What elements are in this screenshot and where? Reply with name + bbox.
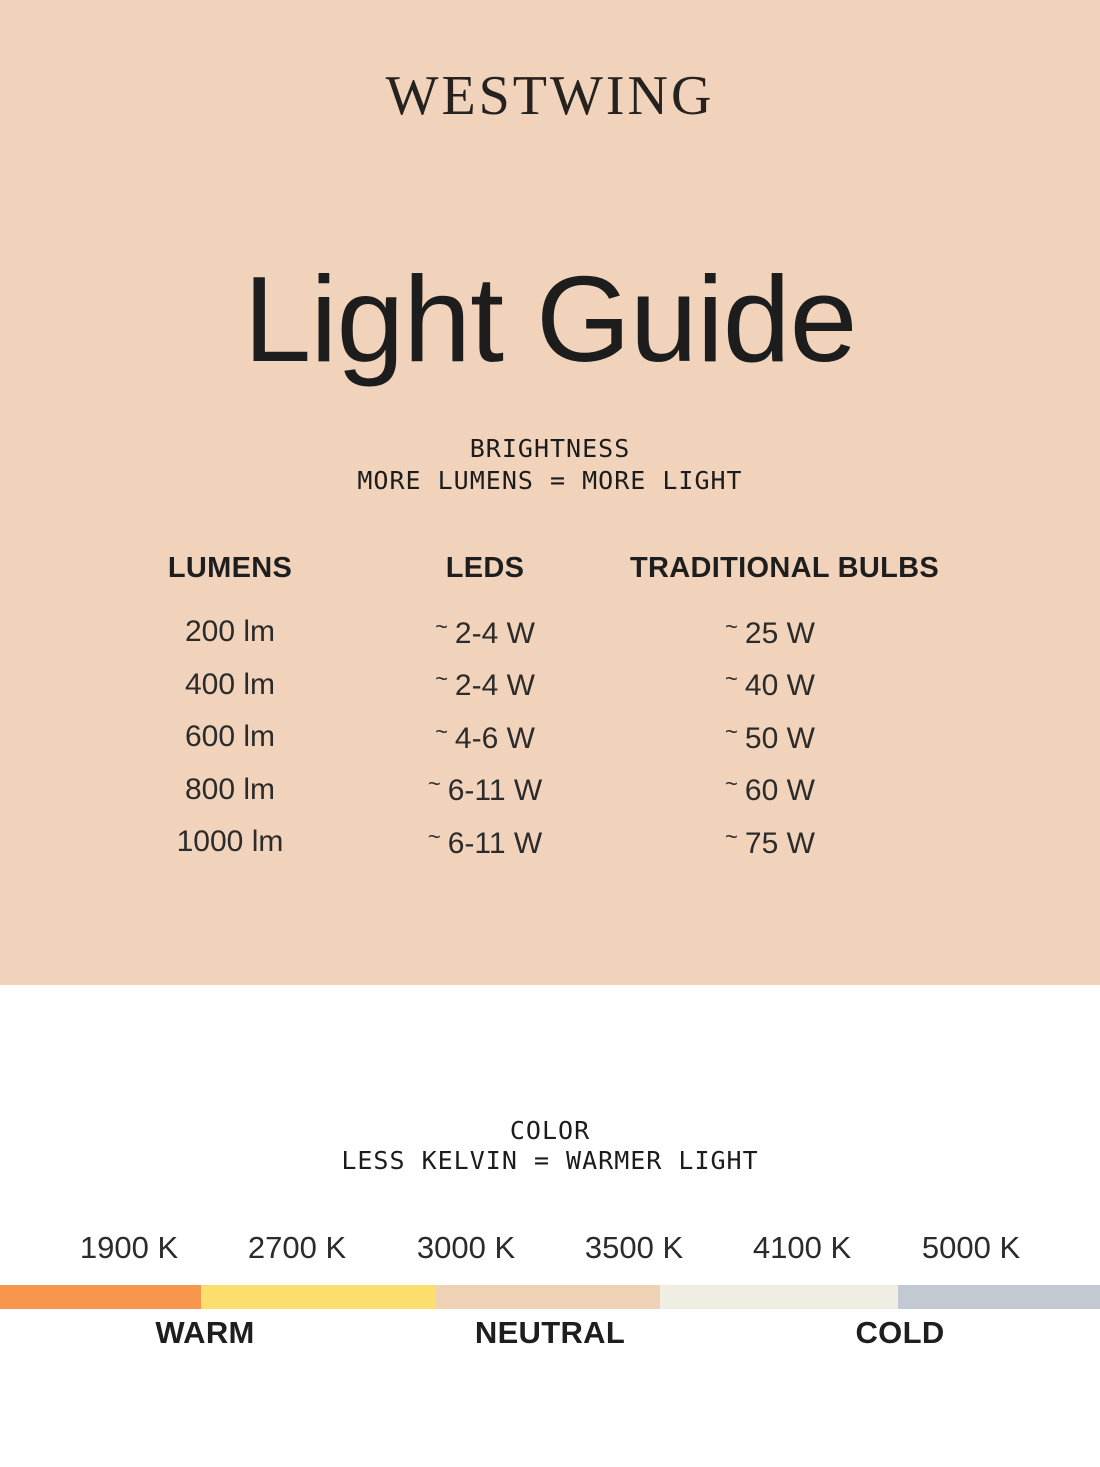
leds-value [340, 771, 630, 808]
scale-segment-warm-yellow [201, 1285, 435, 1309]
leds-watts: 2-4 W [454, 616, 535, 650]
temperature-zone-labels [0, 1315, 1100, 1355]
bulbs-watts: 25 W [744, 616, 815, 650]
bulbs-value [630, 771, 910, 808]
table-row [120, 816, 910, 869]
color-temperature-bar [0, 1285, 1100, 1309]
bulbs-watts: 75 W [744, 826, 815, 860]
kelvin-label-4100: 4100 K [752, 1230, 852, 1265]
color-temperature-section [0, 985, 1100, 1467]
column-header-lumens: LUMENS [167, 552, 293, 584]
bulbs-value [630, 666, 910, 703]
zone-label-cold: COLD [855, 1315, 945, 1350]
brightness-heading: BRIGHTNESS [469, 434, 631, 463]
table-row [120, 606, 910, 659]
lumens-value: 800 lm [184, 772, 276, 806]
kelvin-label-2700: 2700 K [247, 1230, 347, 1265]
color-subheading: LESS KELVIN = WARMER LIGHT [341, 1146, 759, 1175]
column-header-traditional-bulbs: TRADITIONAL BULBS [630, 552, 940, 584]
table-body [120, 606, 910, 869]
lumens-value: 600 lm [184, 720, 276, 754]
leds-watts: 2-4 W [454, 669, 535, 703]
leds-value [340, 824, 630, 861]
kelvin-label-3500: 3500 K [584, 1230, 684, 1265]
scale-segment-neutral-cream [660, 1285, 898, 1309]
leds-value [340, 719, 630, 756]
approx-tilde: ~ [725, 613, 738, 639]
brand-logo: WESTWING [385, 65, 715, 127]
color-heading: COLOR [509, 1116, 591, 1145]
lumens-value: 400 lm [184, 667, 276, 701]
approx-tilde: ~ [725, 718, 738, 744]
leds-watts: 6-11 W [447, 826, 543, 860]
brightness-subheading: MORE LUMENS = MORE LIGHT [357, 466, 743, 495]
scale-segment-cold-blue [898, 1285, 1100, 1309]
approx-tilde: ~ [435, 718, 448, 744]
lumens-conversion-table [120, 548, 940, 869]
bulbs-value [630, 614, 910, 651]
leds-watts: 4-6 W [454, 721, 535, 755]
kelvin-label-5000: 5000 K [921, 1230, 1021, 1265]
bulbs-watts: 50 W [744, 721, 815, 755]
lumens-value: 1000 lm [176, 825, 284, 859]
bulbs-watts: 40 W [744, 669, 815, 703]
page-title: Light Guide [243, 250, 857, 387]
scale-segment-neutral-tan [436, 1285, 660, 1309]
table-row [120, 764, 910, 817]
table-row [120, 659, 910, 712]
leds-value [340, 666, 630, 703]
approx-tilde: ~ [725, 823, 738, 849]
bulbs-watts: 60 W [744, 774, 815, 808]
approx-tilde: ~ [725, 771, 738, 797]
lumens-value: 200 lm [184, 615, 276, 649]
zone-label-neutral: NEUTRAL [474, 1315, 626, 1350]
column-header-leds: LEDS [445, 552, 525, 584]
approx-tilde: ~ [725, 666, 738, 692]
scale-segment-warm-orange [0, 1285, 201, 1309]
approx-tilde: ~ [435, 613, 448, 639]
approx-tilde: ~ [427, 771, 441, 797]
bulbs-value [630, 719, 910, 756]
kelvin-label-1900: 1900 K [79, 1230, 179, 1265]
leds-value [340, 614, 630, 651]
approx-tilde: ~ [427, 823, 441, 849]
leds-watts: 6-11 W [447, 774, 543, 808]
table-row [120, 711, 910, 764]
approx-tilde: ~ [435, 666, 448, 692]
kelvin-scale-labels [0, 1230, 1100, 1270]
zone-label-warm: WARM [155, 1315, 255, 1350]
table-header-row [120, 548, 940, 588]
bulbs-value [630, 824, 910, 861]
kelvin-label-3000: 3000 K [416, 1230, 516, 1265]
